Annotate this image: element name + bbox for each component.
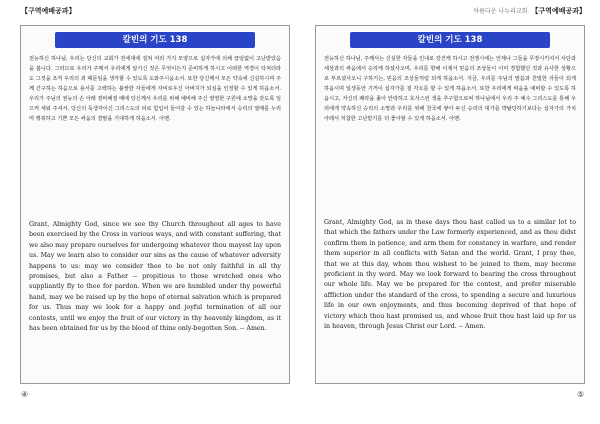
right-title: 칼빈의 기도 138: [350, 32, 550, 48]
right-page-number: ⑤: [577, 390, 585, 399]
right-header-church: 아름다운 나누리교회: [473, 8, 528, 15]
right-header-label: 【구역예배공과】: [531, 7, 586, 15]
right-english-prayer: Grant, Almighty God, as in these days thou hast called us to a similar lot to that which the fathers under the Law formerly experienced, and as thou didst confirm them in patience, and arm them for constancy in warfare, and render them superior in all conflicts with Satan and the world. Grant, I pray thee, that we at this day, whom thou wishest to be joined to them, may become proficient in thy word. May we look forward to bearing the cross throughout our whole life. May we be prepared for the contest, and prefer miserable affliction under the standard of the cross, to spending a secure and luxurious life in our own enjoyments, and thus becoming deprived of that hope of victory which thou hast promised us, and whose fruit thou hast laid up for us in heaven, through Jesus Christ our Lord. -- Amen.: [324, 219, 576, 331]
left-title: 칼빈의 기도 138: [55, 32, 255, 48]
right-header: [473, 6, 586, 16]
left-prayer-box: [20, 25, 290, 384]
left-header: 【구역예배공과】: [21, 7, 76, 15]
right-korean-prayer: 전능하신 하나님, 주께서는 신실한 자들을 인내로 강건케 하시고 전쟁시에는 언제나 그들을 무장시키셔서 사단과 세상과의 싸움에서 승리케 하셨사오며, 우리를 향해 이제서 믿음의 조상들이 이미 경험했던 것과 유사한 상황으로 부르셨사오니 구하기는, 믿음의 조상들처럼 되게 하옵소서. 지금, 우리를 주님의 말씀과 친밀한 자들이 되게 하옵시며 일생동안 기꺼이 십자가를 질 각오를 할 수 있게 하옵소서. 또한 우리에게 싸움을 예비할 수 있도록 하옵시고, 자신의 쾌락을 좇아 안락하고 호사스런 생을 추구함으로써 하나님에서 우리 주 예수 그리스도를 통해 우리에게 약속하신 승리의 소망과 우리를 위해 천국에 쌓아 두신 승리의 대가를 박탈당하기보다는 십자가의 가치 아래서 처참한 고난받기를 더 좋아할 수 있게 하옵소서. 아멘.: [324, 56, 576, 122]
right-prayer-box: [315, 25, 585, 384]
right-page: [300, 0, 600, 424]
left-page-number: ④: [21, 390, 29, 399]
left-korean-prayer: 전능하신 하나님, 우리는 당신의 교회가 전세대에 걸쳐 여러 가지 모양으로 십자가에 의해 끊임없이 고난받았음을 봅니다. 그러므로 우리가 주께서 우리에게 알기신 것은 무엇이든지 준비하게 하시고 어떠한 역경이 닥쳐더라도 그것을 조직 우리의 죄 때문임을 생각할 수 있도록 도와주시옵소서. 또한 당신께서 모든 약속에 신실하시며 주께 간구하는 하음으로 용서를 고백하는 불쌍한 자들에게 자비로우신 아버지가 되심을 인정할 수 있게 하옵소서. 우리가 주님의 권능의 손 아래 겸비해질 때에 당신께서 우리를 위해 예비해 주신 영영한 구원에 소망을 갖도록 일으켜 세워 주셔서, 당신의 독생자이신 그리스도의 피로 힘입어 들어갈 수 있는 하늘나라에서 승리의 열매를 누리며 행복하고 기쁜 모든 싸움의 결말을 기대하게 하옵소서. 아멘.: [29, 56, 281, 122]
left-english-prayer: Grant, Almighty God, since we see thy Church throughout all ages to have been exercised by the Cross in various ways, and with constant suffering, that we also may prepare ourselves for undergoing whatever thou mayest lay upon us. May we learn also to consider our sins as the cause of whatever adversity happens to us: may we consider thee to be not only faithful in all thy promises, but also a Father -- propitious to those wretched ones who suppliantly fly to thee for pardon. When we are humbled under thy powerful hand, may we be raised up by the hope of eternal salvation which is prepared for us. Thus may we look for a happy and joyful termination of all our contests, until we enjoy the fruit of our victory in thy heavenly kingdom, as it has been obtained for us by the blood of thine only-begotten Son. -- Amen.: [29, 221, 281, 333]
